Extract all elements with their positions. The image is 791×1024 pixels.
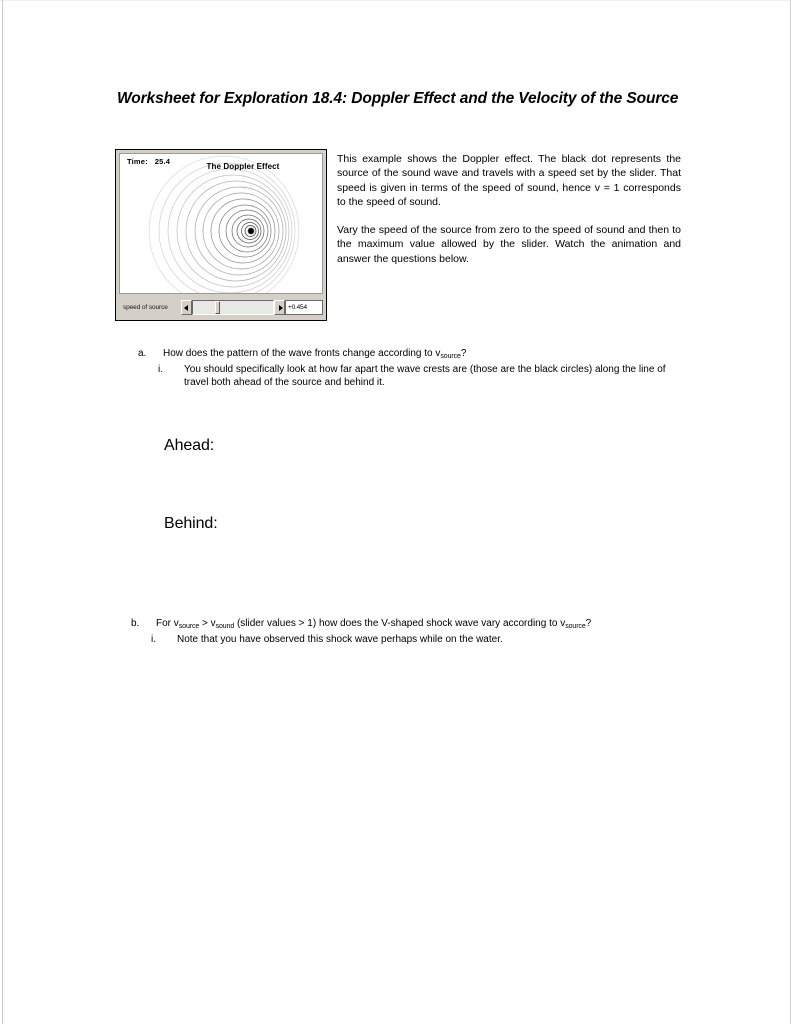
- page-title: Worksheet for Exploration 18.4: Doppler Effect and the Velocity of the Source: [117, 90, 679, 107]
- doppler-applet: [115, 149, 327, 321]
- question-b-marker: b.: [131, 618, 140, 629]
- question-b-text: [156, 617, 686, 632]
- question-b-sub-item: [131, 633, 686, 647]
- question-b-subscript-2: sound: [215, 623, 235, 630]
- source-dot: [248, 228, 253, 233]
- applet-canvas-title: The Doppler Effect: [206, 162, 280, 171]
- question-a-subscript: source: [440, 353, 461, 360]
- question-b-sub-marker: i.: [151, 633, 156, 645]
- description-paragraph-1: This example shows the Doppler effect. The black dot represents the source of the sound wave and travels with a speed set by the slider. That speed is given in terms of the speed of sound, hence v = 1 corresponds to the speed of sound.: [337, 153, 681, 208]
- question-a: [138, 347, 686, 390]
- slider-decrement-arrow-icon[interactable]: [181, 300, 192, 315]
- applet-canvas[interactable]: [119, 153, 323, 294]
- slider-label: speed of source: [123, 304, 168, 311]
- question-a-sub-item: [138, 363, 686, 390]
- question-b-text-2: > v: [199, 618, 216, 629]
- question-b: [131, 617, 686, 646]
- question-a-marker: a.: [138, 348, 147, 359]
- question-b-text-4: ?: [585, 618, 592, 629]
- applet-slider-bar: [119, 298, 323, 317]
- question-a-main: [138, 347, 686, 362]
- description-paragraph-2: Vary the speed of the source from zero to the speed of sound and then to the maximum value allowed by the slider. Watch the animation and answer the questions below.: [337, 224, 681, 265]
- time-value: 25.4: [154, 157, 171, 166]
- slider-value-field[interactable]: +0.454: [285, 300, 323, 315]
- question-b-text-3: (slider values > 1) how does the V-shaped shock wave vary according to v: [234, 618, 566, 629]
- description-text: [337, 152, 681, 266]
- speed-of-source-slider[interactable]: [192, 300, 274, 315]
- question-a-text-after: ?: [460, 348, 467, 359]
- doppler-wave-diagram: [120, 154, 322, 293]
- question-b-subscript-3: source: [565, 623, 586, 630]
- question-a-text: [163, 347, 686, 362]
- page-edge-top: [0, 0, 791, 1]
- page-edge-left: [2, 0, 3, 1024]
- slider-increment-arrow-icon[interactable]: [274, 300, 285, 315]
- answer-heading-behind: Behind:: [164, 515, 218, 532]
- question-a-sub-text: You should specifically look at how far apart the wave crests are (those are the black circles) along the line of travel both ahead of the source and behind it.: [184, 363, 666, 388]
- question-a-text-before: How does the pattern of the wave fronts change according to v: [163, 348, 441, 359]
- answer-heading-ahead: Ahead:: [164, 437, 215, 454]
- slider-thumb[interactable]: [215, 301, 220, 314]
- question-a-sub-marker: i.: [158, 363, 163, 375]
- time-label-text: Time:: [127, 157, 148, 166]
- question-b-main: [131, 617, 686, 632]
- question-b-subscript-1: source: [178, 623, 200, 630]
- question-b-text-1: For v: [156, 618, 179, 629]
- question-b-sub-text: Note that you have observed this shock wave perhaps while on the water.: [177, 633, 503, 645]
